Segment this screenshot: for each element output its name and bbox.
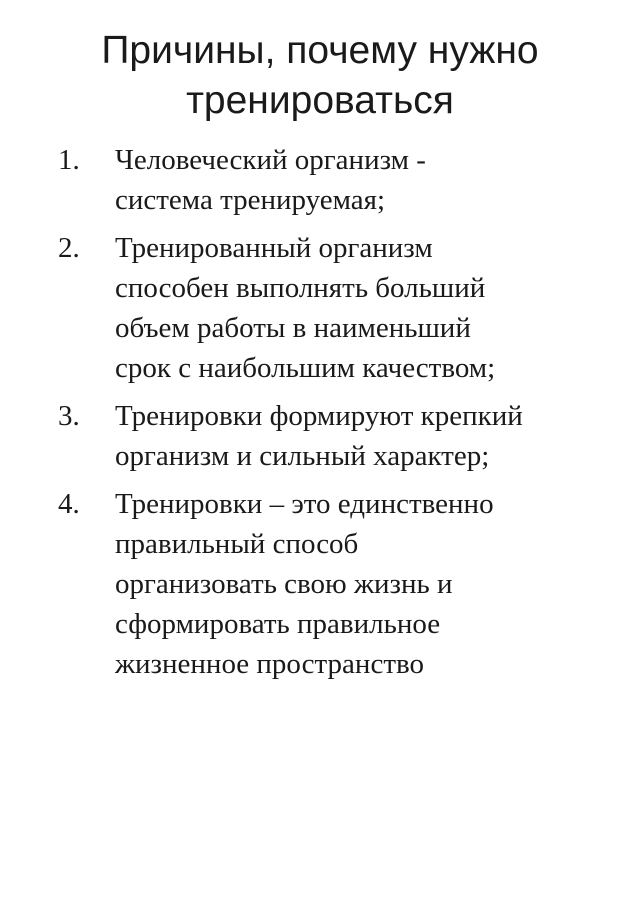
list-item-line: срок с наибольшим качеством; <box>115 352 496 384</box>
list-item <box>58 228 618 388</box>
list-item <box>58 484 618 684</box>
list-item-line: сформировать правильное <box>115 608 441 640</box>
list-item-number: 4. <box>58 488 80 520</box>
title-line-1: Причины, почему нужно <box>101 29 539 72</box>
list-item-number: 1. <box>58 144 80 176</box>
list-item-number: 2. <box>58 232 80 264</box>
list-item-line: Тренировки – это единственно <box>115 488 494 520</box>
list-item <box>58 140 618 220</box>
list-item-line: организм и сильный характер; <box>115 440 490 472</box>
list-item-number: 3. <box>58 400 80 432</box>
list-item-line: жизненное пространство <box>115 648 424 680</box>
list-item-line: Тренировки формируют крепкий <box>115 400 523 432</box>
list-item-line: Человеческий организм - <box>115 144 426 176</box>
list-item <box>58 396 618 476</box>
list-item-line: объем работы в наименьший <box>115 312 471 344</box>
list-item-text <box>115 228 585 388</box>
list-item-text <box>115 396 585 476</box>
slide-title <box>40 26 600 126</box>
list-item-line: Тренированный организм <box>115 232 433 264</box>
list-item-text <box>115 140 585 220</box>
list-item-line: система тренируемая; <box>115 184 386 216</box>
list-item-text <box>115 484 585 684</box>
list-item-line: правильный способ <box>115 528 359 560</box>
title-line-2: тренироваться <box>186 79 454 122</box>
list-item-line: организовать свою жизнь и <box>115 568 453 600</box>
reasons-list <box>58 140 618 692</box>
list-item-line: способен выполнять больший <box>115 272 486 304</box>
